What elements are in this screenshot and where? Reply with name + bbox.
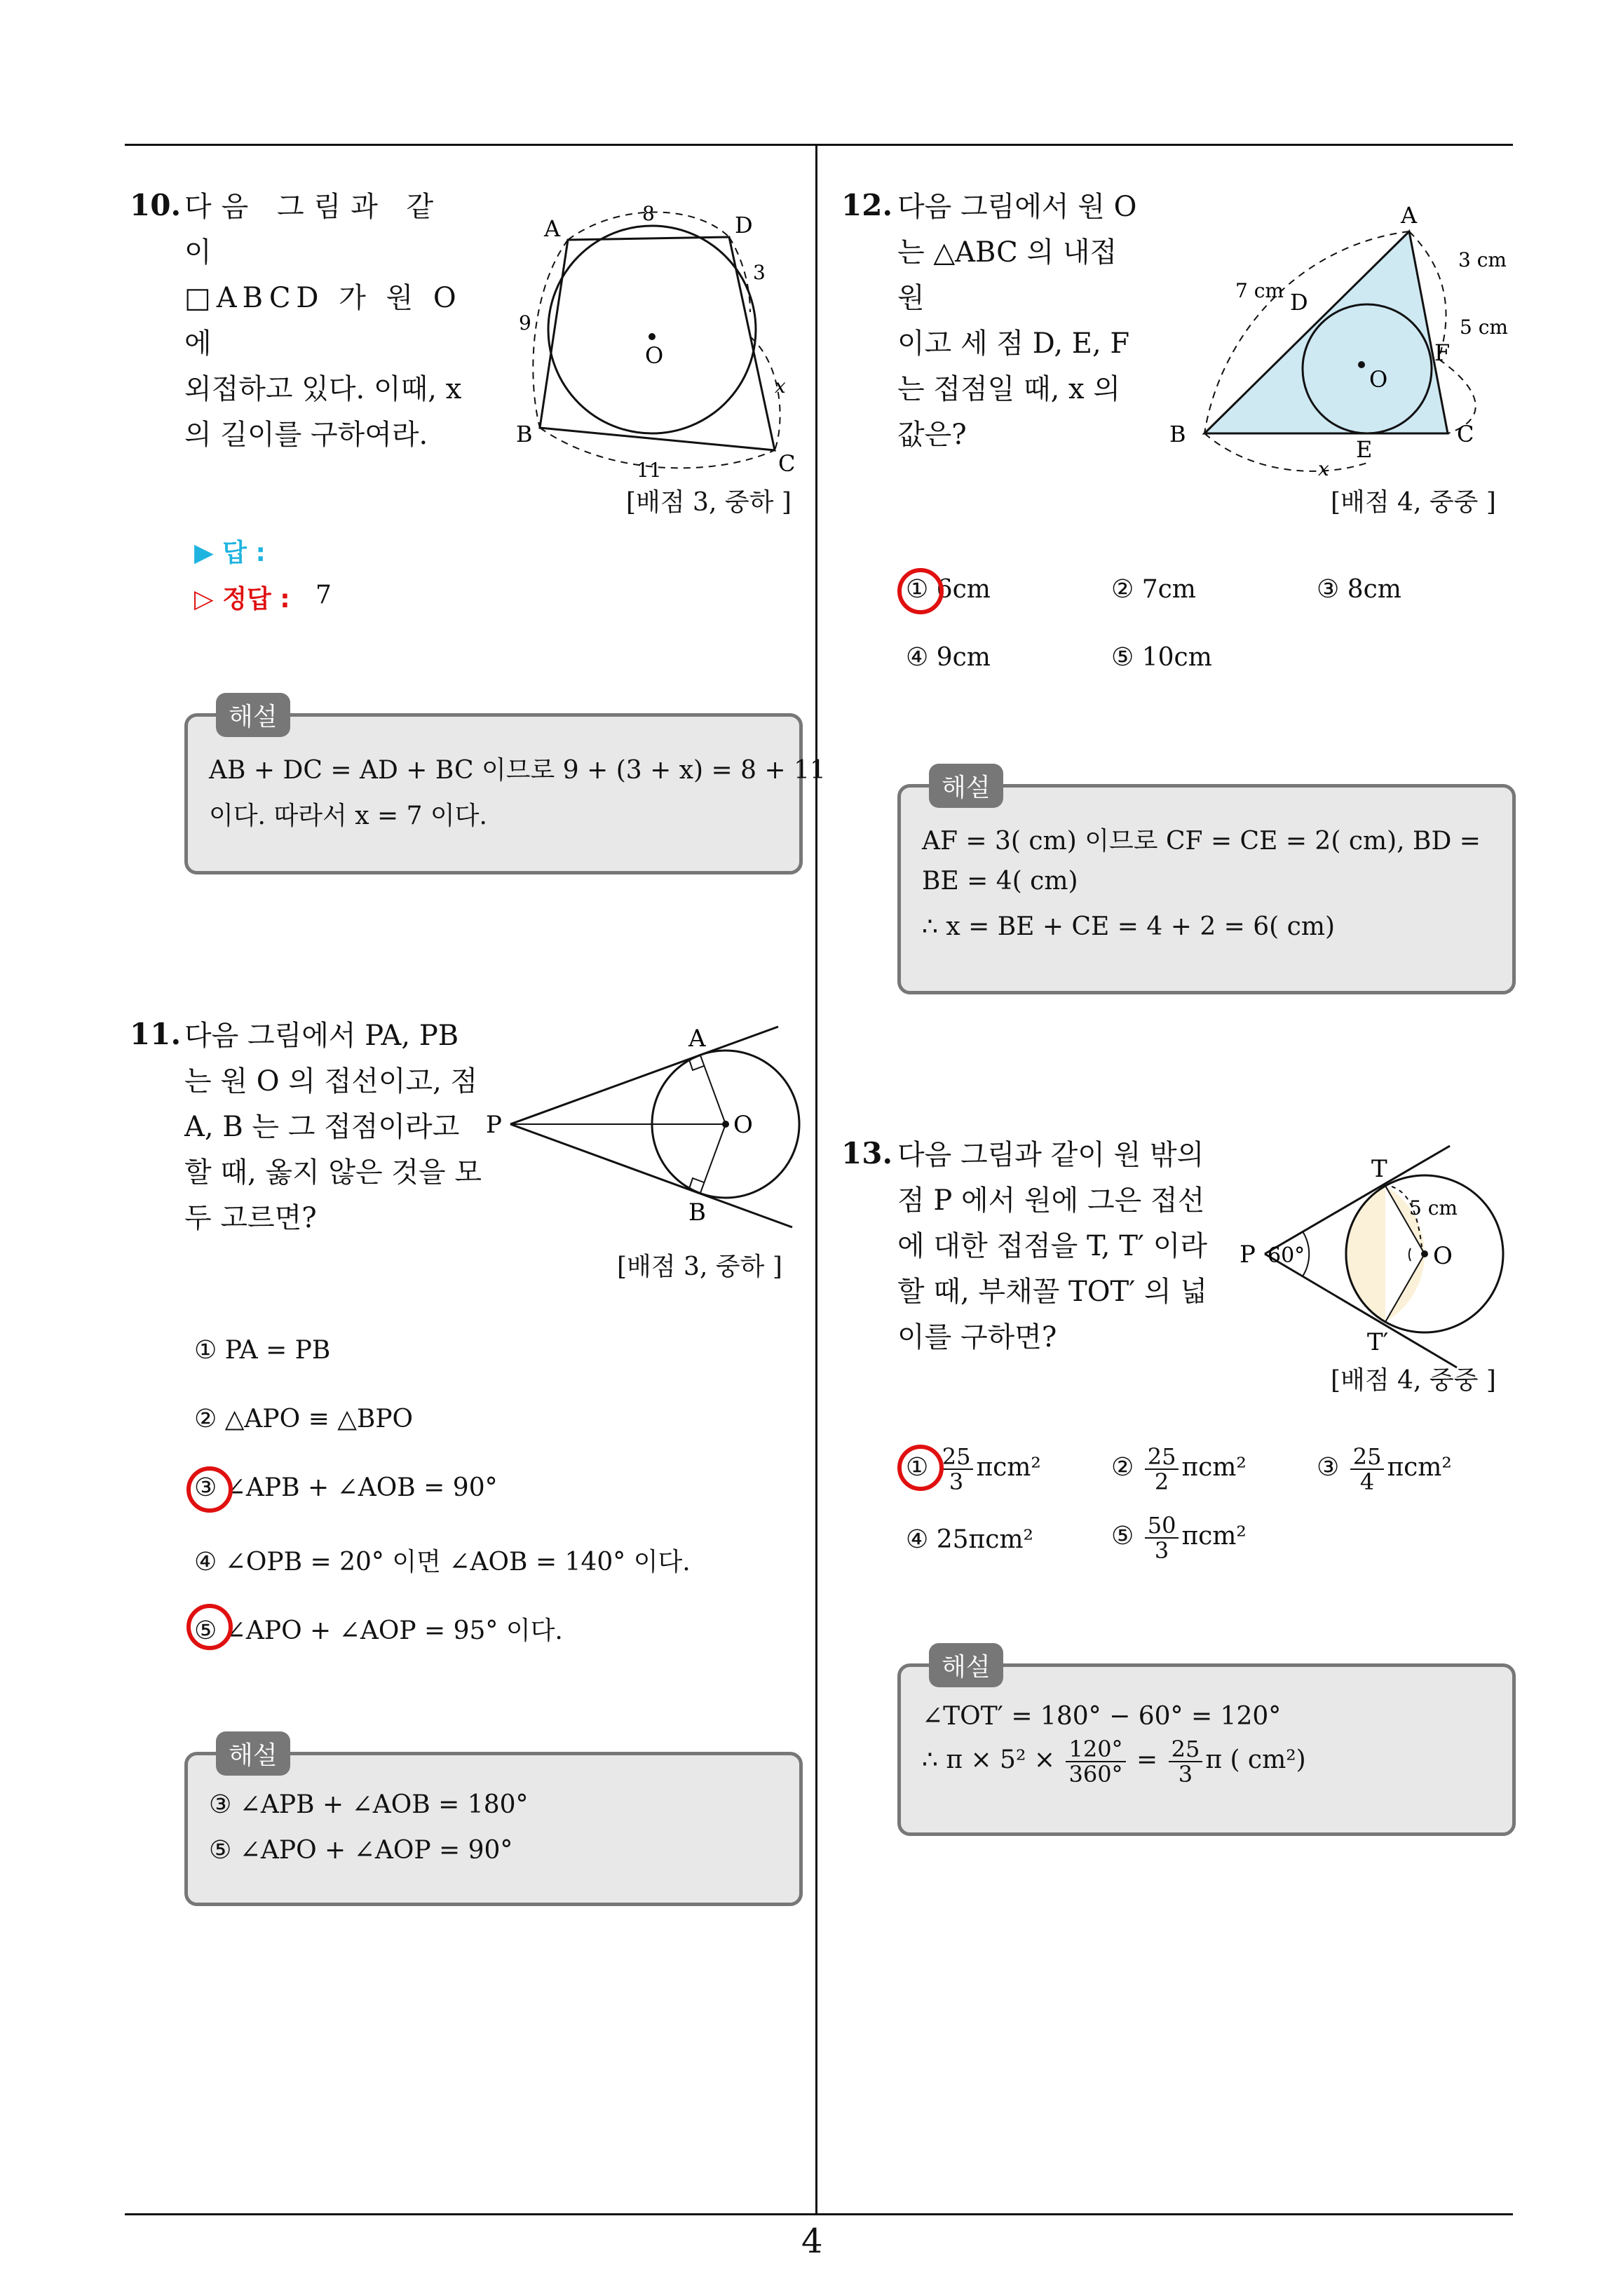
q12-label-3cm: 3 cm — [1458, 248, 1507, 271]
q10-solution-tag: 해설 — [216, 693, 290, 737]
q11-line: 는 원 O 의 접선이고, 점 — [184, 1065, 478, 1098]
q12-center — [1358, 361, 1365, 368]
q12-label-A: A — [1401, 202, 1418, 229]
q13-option-2[interactable] — [1111, 1445, 1247, 1494]
q12-solution-box — [897, 774, 1516, 994]
q13-option-mark: ④ — [906, 1525, 929, 1554]
q13-label-O: O — [1433, 1242, 1453, 1270]
q13-line: 에 대한 접점을 T, T′ 이라 — [897, 1230, 1207, 1262]
top-rule — [125, 144, 1513, 146]
q13-option-mark: ③ — [1317, 1453, 1340, 1482]
q13-solution-line: ∠TOT′ = 180° − 60° = 120° — [922, 1702, 1282, 1731]
q10-label-3: 3 — [753, 261, 766, 284]
q12-label-O: O — [1369, 366, 1388, 393]
q10-solution-box — [184, 703, 826, 874]
q12-text — [897, 184, 1143, 458]
q11-solution-tag: 해설 — [216, 1731, 290, 1776]
q11-option-2[interactable]: ② △APO ≡ △BPO — [194, 1405, 414, 1433]
q11-tangent-A — [510, 1027, 778, 1124]
q12-label-F: F — [1434, 339, 1451, 366]
q13-arc — [1346, 1186, 1385, 1322]
q11-option-1[interactable]: ① PA = PB — [194, 1336, 331, 1365]
q12-incircle — [1303, 304, 1432, 433]
q13-diagram — [1234, 1136, 1514, 1389]
q13-label-5cm: 5 cm — [1409, 1196, 1458, 1220]
q10-text — [184, 184, 479, 458]
q13-line: 할 때, 부채꼴 TOT′ 의 넓 — [897, 1276, 1208, 1308]
q13-number: 13. — [841, 1136, 893, 1170]
q10-answer-label: ▶ 답 : — [194, 539, 266, 567]
q10-line: □ABCD 가 원 O 에 — [184, 282, 462, 360]
q13-solution-tag: 해설 — [929, 1643, 1003, 1687]
q11-line: 할 때, 옳지 않은 것을 모 — [184, 1156, 482, 1189]
q13-option-unit: πcm² — [1181, 1453, 1247, 1482]
q13-solution-line-2: ∴ π × 5² × $\frac{120^\circ}{360^\circ}$ = $\frac{25}{3}$ π ( cm²) — [922, 1736, 1306, 1788]
q13-option-unit: πcm² — [1387, 1453, 1452, 1482]
q13-option-mark: ⑤ — [1111, 1522, 1134, 1551]
q12-number: 12. — [841, 188, 893, 222]
q12-solution-line: BE = 4( cm) — [922, 867, 1078, 896]
q12-solution-tag: 해설 — [929, 764, 1003, 808]
q13-option-mark: ① — [906, 1453, 929, 1482]
q11-text — [184, 1013, 486, 1241]
q12-diagram — [1157, 196, 1521, 484]
q12-score: [배점 4, 중중 ] — [1331, 488, 1496, 517]
q12-dim-x — [1204, 433, 1367, 471]
q10-label-8: 8 — [642, 202, 655, 225]
q10-line: 의 길이를 구하여라. — [184, 419, 428, 451]
q13-line: 점 P 에서 원에 그은 접선 — [897, 1184, 1205, 1217]
q11-number: 11. — [130, 1017, 182, 1051]
q13-line: 다음 그림과 같이 원 밖의 — [897, 1139, 1204, 1171]
q12-label-5cm: 5 cm — [1460, 316, 1508, 339]
q11-line: 다음 그림에서 PA, PB — [184, 1020, 459, 1052]
q11-segment-OA — [700, 1055, 726, 1124]
q10-diagram — [512, 196, 806, 484]
q12-line: 이고 세 점 D, E, F — [897, 327, 1130, 360]
q12-label-C: C — [1457, 421, 1474, 447]
q12-label-B: B — [1169, 421, 1186, 447]
q13-center — [1421, 1250, 1428, 1257]
q11-score: [배점 3, 중하 ] — [617, 1252, 782, 1281]
page-number: 4 — [801, 2222, 823, 2261]
q11-option-3[interactable]: ③ ∠APB + ∠AOB = 90° — [194, 1473, 498, 1502]
q13-radius-OT2 — [1385, 1254, 1425, 1322]
q12-label-E: E — [1356, 436, 1373, 463]
q13-angle-O — [1409, 1248, 1411, 1261]
q11-label-P: P — [486, 1111, 502, 1139]
q10-label-A: A — [544, 215, 561, 242]
q10-circle — [548, 226, 756, 433]
q13-option-fraction: $\frac{25}{3}$ — [939, 1445, 974, 1494]
q13-option-4[interactable] — [906, 1525, 1033, 1554]
q10-label-D: D — [735, 212, 753, 238]
q12-solution-line: ∴ x = BE + CE = 4 + 2 = 6( cm) — [922, 912, 1336, 941]
q11-diagram — [484, 1017, 813, 1234]
q10-label-B: B — [516, 421, 533, 447]
q11-tangent-B — [510, 1124, 792, 1227]
q13-option-fraction: $\frac{25}{2}$ — [1145, 1445, 1179, 1494]
q11-solution-line: ⑤ ∠APO + ∠AOP = 90° — [209, 1836, 513, 1865]
q11-segment-OB — [700, 1124, 726, 1193]
q10-label-O: O — [645, 342, 664, 369]
q13-label-T2: T′ — [1367, 1328, 1389, 1356]
q13-text — [897, 1133, 1213, 1360]
q11-label-O: O — [733, 1111, 753, 1139]
q10-correct-value: 7 — [315, 581, 332, 609]
q13-option-mark: ② — [1111, 1453, 1134, 1482]
q10-line: 외접하고 있다. 이때, x — [184, 373, 462, 405]
bottom-rule — [125, 2213, 1513, 2215]
q11-solution-box — [184, 1741, 803, 1906]
q13-label-angle: 60° — [1268, 1243, 1305, 1268]
q13-solution-box — [897, 1653, 1516, 1836]
q12-mark-1 — [897, 568, 944, 614]
q13-mark-1 — [897, 1445, 944, 1491]
q10-label-11: 11 — [637, 459, 662, 482]
q13-line: 이를 구하면? — [897, 1321, 1057, 1353]
q11-label-B: B — [688, 1198, 706, 1227]
q10-number: 10. — [130, 188, 182, 222]
q10-center — [648, 333, 656, 340]
q12-solution-line: AF = 3( cm) 이므로 CF = CE = 2( cm), BD = — [922, 827, 1481, 856]
q13-option-fraction: $\frac{25}{4}$ — [1350, 1445, 1385, 1494]
q11-option-5[interactable]: ⑤ ∠APO + ∠AOP = 95° 이다. — [194, 1616, 563, 1645]
q10-solution-line: 이다. 따라서 x = 7 이다. — [209, 802, 487, 830]
q10-score: [배점 3, 중하 ] — [626, 488, 792, 517]
q11-mark-3 — [186, 1466, 233, 1513]
q11-mark-5 — [186, 1604, 233, 1650]
q12-label-7cm: 7 cm — [1235, 279, 1284, 302]
q11-line: A, B 는 그 접점이라고 — [184, 1111, 460, 1143]
q11-line: 두 고르면? — [184, 1202, 317, 1234]
q12-line: 는 △ABC 의 내접원 — [897, 236, 1118, 314]
q12-line: 다음 그림에서 원 O — [897, 191, 1137, 223]
q12-option-2[interactable]: ② 7cm — [1111, 575, 1196, 604]
q12-line: 값은? — [897, 419, 967, 451]
q11-label-A: A — [688, 1025, 706, 1053]
q13-score: [배점 4, 중중 ] — [1331, 1366, 1496, 1395]
column-divider — [815, 144, 817, 2214]
q10-line: 다음 그림과 같이 — [184, 191, 444, 269]
q11-option-4[interactable]: ④ ∠OPB = 20° 이면 ∠AOB = 140° 이다. — [194, 1548, 691, 1576]
q12-label-D: D — [1290, 289, 1308, 316]
q12-option-1[interactable]: ① 6cm — [906, 575, 991, 604]
q13-option-5[interactable] — [1111, 1513, 1247, 1562]
q12-option-3[interactable]: ③ 8cm — [1317, 575, 1401, 604]
q12-line: 는 접점일 때, x 의 — [897, 373, 1120, 405]
q10-label-C: C — [778, 450, 796, 477]
q12-label-x: x — [1318, 457, 1329, 480]
q13-option-unit: πcm² — [976, 1453, 1041, 1482]
q11-solution-line: ③ ∠APB + ∠AOB = 180° — [209, 1790, 529, 1819]
q12-option-5[interactable]: ⑤ 10cm — [1111, 643, 1212, 672]
q10-label-9: 9 — [519, 311, 531, 335]
q11-center — [722, 1121, 729, 1128]
q13-option-unit: 25πcm² — [936, 1525, 1033, 1554]
q13-option-3[interactable] — [1317, 1445, 1452, 1494]
q11-right-angle-B — [689, 1178, 704, 1189]
q10-correct-label: ▷ 정답 : — [194, 585, 290, 614]
q13-option-unit: πcm² — [1181, 1522, 1247, 1551]
q13-option-fraction: $\frac{50}{3}$ — [1145, 1513, 1179, 1562]
q10-solution-line: AB + DC = AD + BC 이므로 9 + (3 + x) = 8 + 11 — [209, 756, 826, 785]
q13-label-T: T — [1371, 1155, 1387, 1183]
q11-right-angle-A — [689, 1060, 704, 1070]
q13-label-P: P — [1240, 1241, 1256, 1269]
q10-label-x: x — [775, 374, 786, 398]
q12-option-4[interactable]: ④ 9cm — [906, 643, 991, 672]
